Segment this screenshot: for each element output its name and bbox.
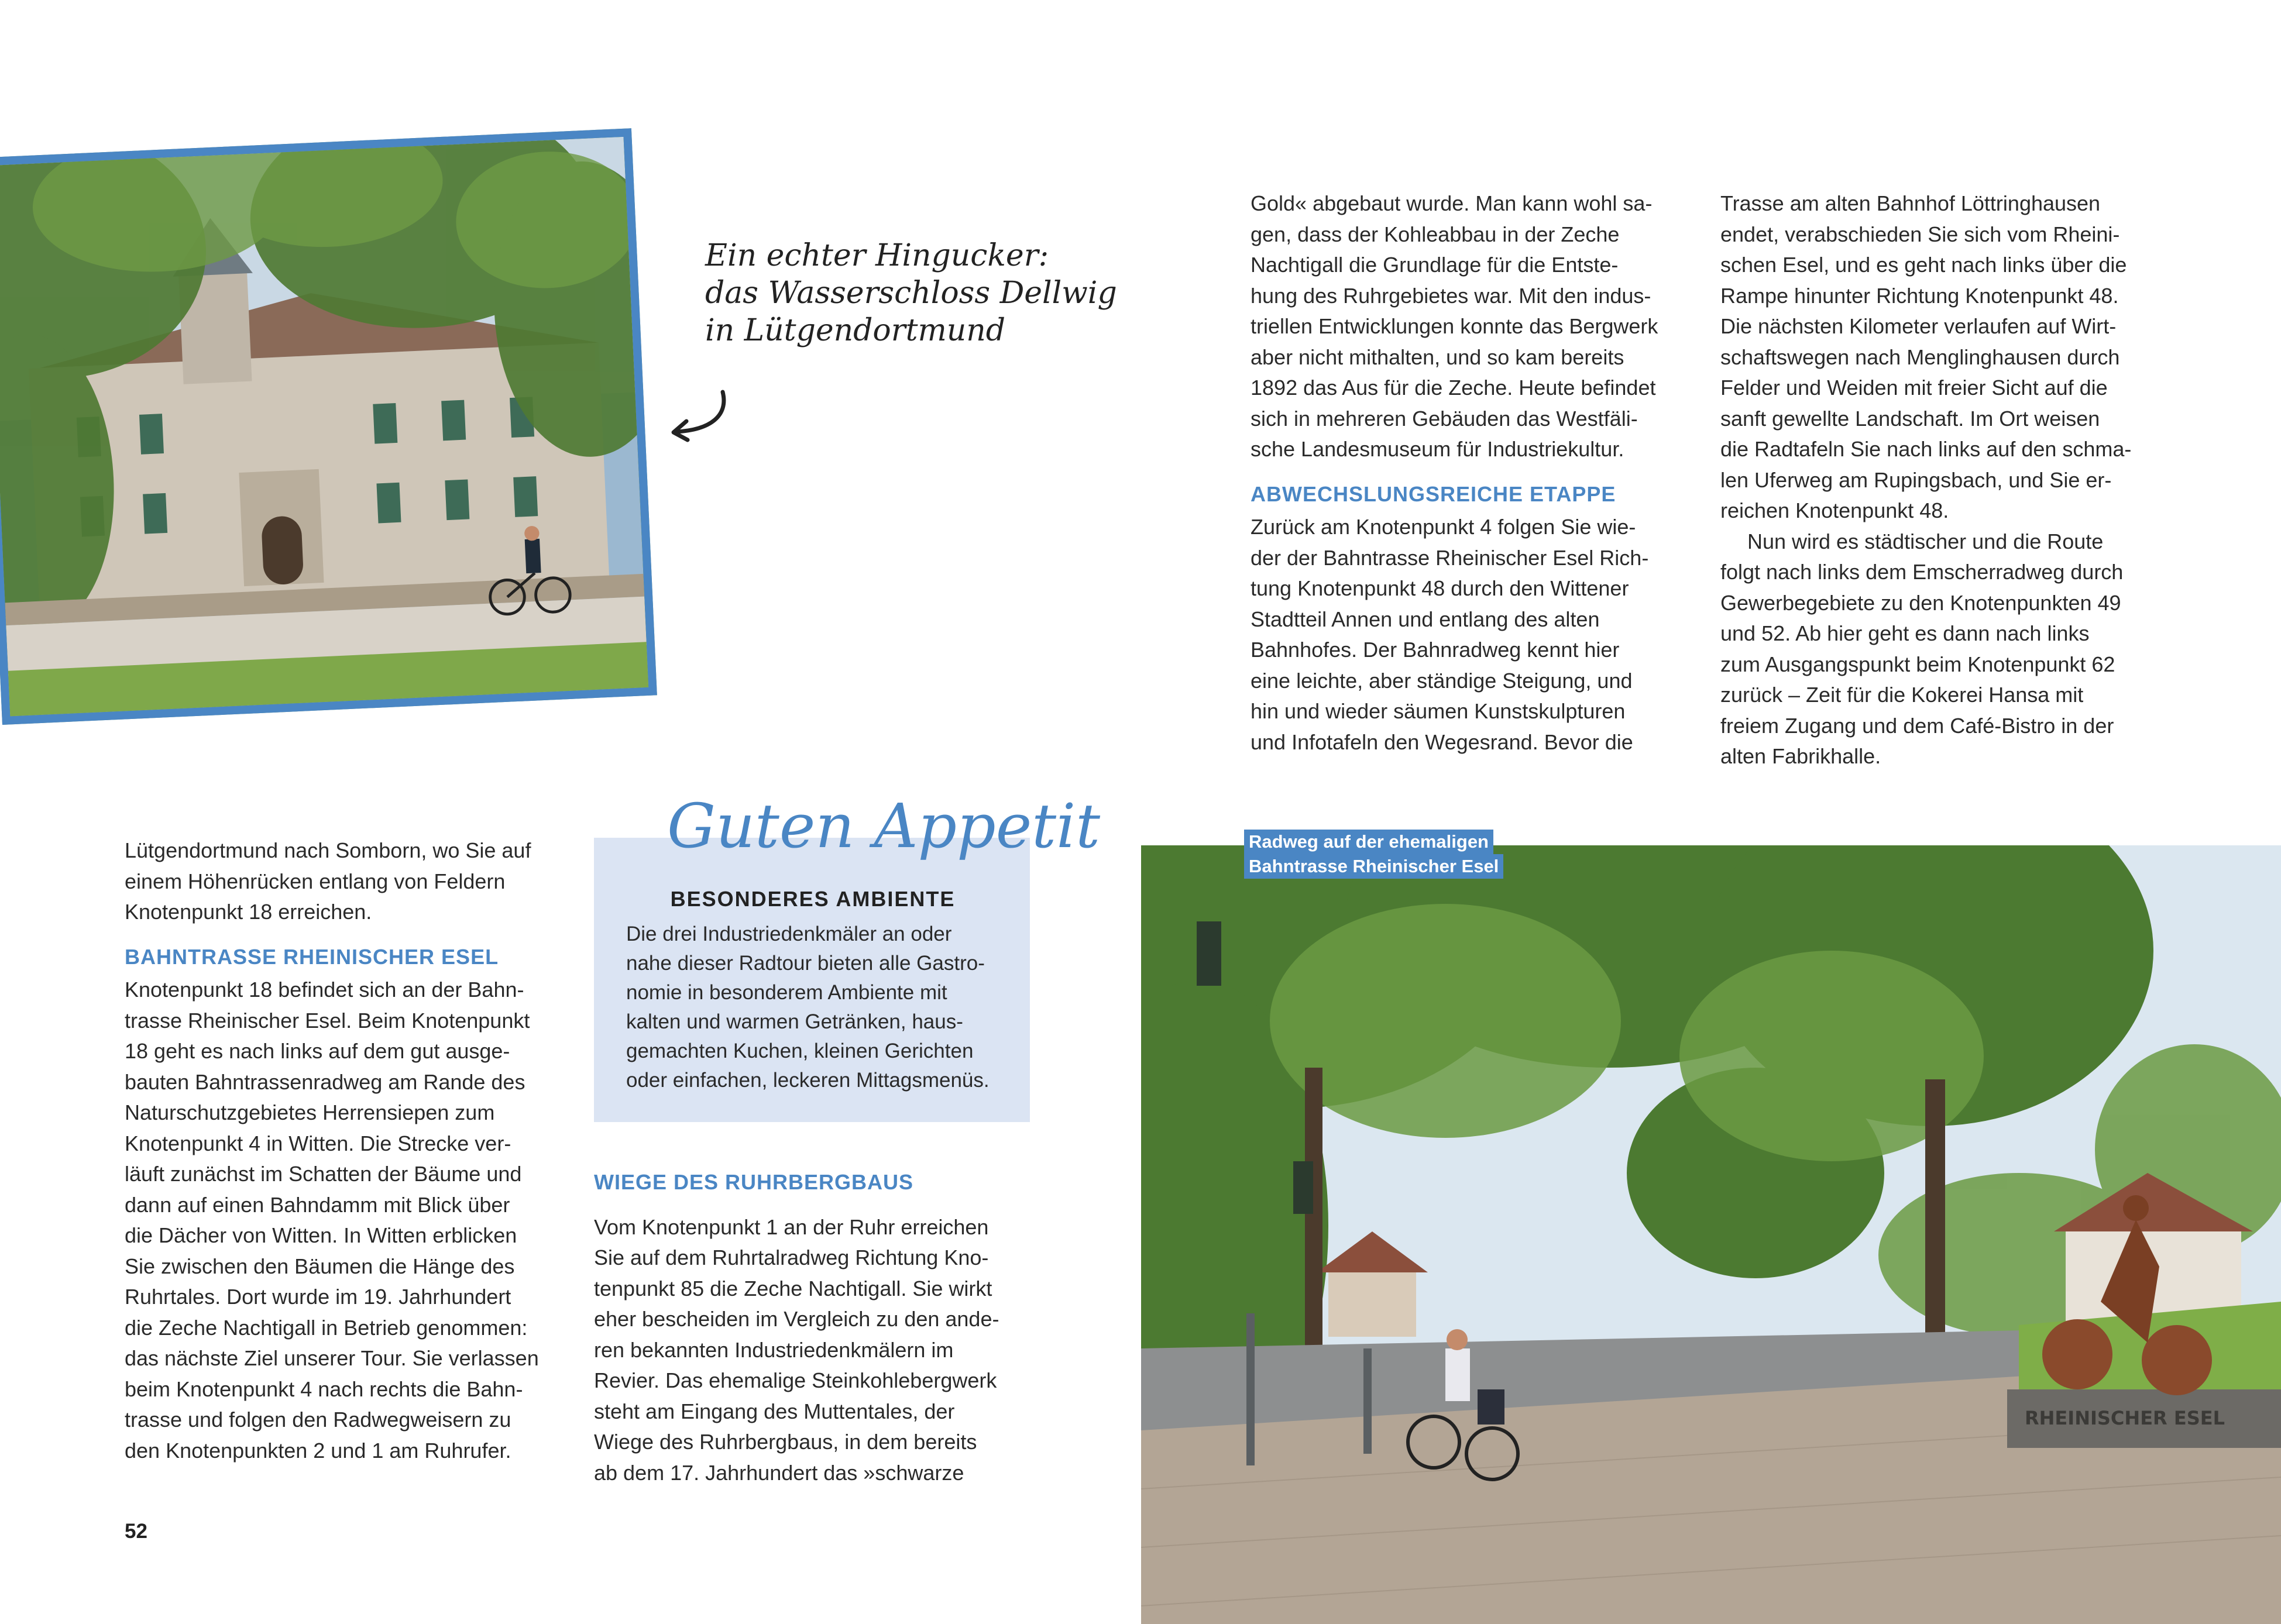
text-line: gemachten Kuchen, kleinen Gerichten [626,1040,974,1062]
text-line: kalten und warmen Getränken, haus- [626,1010,963,1033]
text-line: und Infotafeln den Wegesrand. Bevor die [1251,730,1633,754]
text-line: alten Fabrikhalle. [1720,744,1881,768]
text-line: Trasse am alten Bahnhof Löttringhausen [1720,191,2101,215]
text-line: tung Knotenpunkt 48 durch den Wittener [1251,576,1629,600]
text-line: beim Knotenpunkt 4 nach rechts die Bahn- [125,1377,523,1401]
text-line: Wiege des Ruhrbergbaus, in dem bereits [594,1430,977,1454]
text-line: Knotenpunkt 4 in Witten. Die Strecke ver- [125,1131,511,1155]
text-line: eine leichte, aber ständige Steigung, und [1251,668,1633,693]
text-line: endet, verabschieden Sie sich vom Rheini- [1720,222,2120,246]
text-line: bauten Bahntrassenradweg am Rande des [125,1069,525,1094]
text-line: Nun wird es städtischer und die Route [1747,529,2104,553]
bike-path-photo [1141,845,2281,1624]
text-line: schen Esel, und es geht nach links über die [1720,253,2127,277]
text-line: dann auf einen Bahndamm mit Blick über [125,1192,510,1217]
text-line: Revier. Das ehemalige Steinkohlebergwerk [594,1368,997,1392]
text-line: oder einfachen, leckeren Mittagsmenüs. [626,1069,990,1092]
text-line: Gewerbegebiete zu den Knotenpunkten 49 [1720,590,2121,615]
text-line: schaftswegen nach Menglinghausen durch [1720,345,2120,369]
text-line: Stadtteil Annen und entlang des alten [1251,607,1600,631]
text-line: aber nicht mithalten, und so kam bereits [1251,345,1624,369]
caption-line: Ein echter Hingucker: [705,238,1049,273]
text-line: die Dächer von Witten. In Witten erblicken [125,1223,517,1247]
photo-caption-label [1244,830,1503,879]
text-line: den Knotenpunkten 2 und 1 am Ruhrufer. [125,1438,511,1463]
text-line: eher bescheiden im Vergleich zu den ande- [594,1307,999,1331]
text-line: Bahnhofes. Der Bahnradweg kennt hier [1251,638,1620,662]
text-line: Rampe hinunter Richtung Knotenpunkt 48. [1720,283,2119,308]
text-line: Ruhrtales. Dort wurde im 19. Jahrhundert [125,1285,511,1309]
curved-arrow-icon [664,386,734,445]
info-box-subtitle: BESONDERES AMBIENTE [670,887,956,911]
text-line: Naturschutzgebietes Herrensiepen zum [125,1100,495,1124]
text-line: sanft gewellte Landschaft. Im Ort weisen [1720,406,2100,431]
text-line: Sie zwischen den Bäumen die Hänge des [125,1254,515,1278]
text-line: und 52. Ab hier geht es dann nach links [1720,621,2090,645]
text-line: Nachtigall die Grundlage für die Entste- [1251,253,1619,277]
text-line: 1892 das Aus für die Zeche. Heute befindet [1251,376,1656,400]
caption-line: das Wasserschloss Dellwig [705,276,1117,311]
text-line: einem Höhenrücken entlang von Feldern [125,869,506,893]
text-line: Sie auf dem Ruhrtalradweg Richtung Kno- [594,1245,989,1269]
text-line: reichen Knotenpunkt 48. [1720,498,1949,522]
page-number: 52 [125,1520,147,1543]
text-column-2 [594,1167,1039,1488]
text-line: len Uferweg am Rupingsbach, und Sie er- [1720,467,2112,492]
text-line: Lütgendortmund nach Somborn, wo Sie auf [125,838,531,862]
section-heading: BAHNTRASSE RHEINISCHER ESEL [125,944,499,969]
handwritten-caption [705,237,1117,349]
text-line: Die nächsten Kilometer verlaufen auf Wirt- [1720,314,2117,338]
text-line: Felder und Weiden mit freier Sicht auf die [1720,376,2108,400]
text-line: triellen Entwicklungen konnte das Bergwerk [1251,314,1658,338]
text-line: die Radtafeln Sie nach links auf den schma- [1720,437,2132,461]
text-line: zurück – Zeit für die Kokerei Hansa mit [1720,683,2084,707]
caption-line: in Lütgendortmund [705,313,1006,348]
text-line: der der Bahntrasse Rheinischer Esel Rich- [1251,545,1649,570]
text-line: trasse Rheinischer Esel. Beim Knotenpunkt [125,1008,530,1033]
sculpture-text: RHEINISCHER ESEL [2025,1407,2225,1429]
text-line: nomie in besonderem Ambiente mit [626,981,947,1004]
info-box-body [626,920,999,1095]
section-heading: WIEGE DES RUHRBERGBAUS [594,1170,914,1194]
text-column-4 [1720,188,2171,772]
text-line: trasse und folgen den Radwegweisern zu [125,1408,511,1432]
section-heading: ABWECHSLUNGSREICHE ETAPPE [1251,481,1616,506]
castle-photo-illustration [0,137,648,717]
text-line: steht am Eingang des Muttentales, der [594,1399,955,1423]
text-line: ren bekannten Industriedenkmälern im [594,1337,954,1362]
text-column-1 [125,835,575,1466]
text-line: sich in mehreren Gebäuden das Westfäli- [1251,406,1638,431]
text-line: Die drei Industriedenkmäler an oder [626,923,952,945]
text-line: zum Ausgangspunkt beim Knotenpunkt 62 [1720,652,2115,676]
text-line: hin und wieder säumen Kunstskulpturen [1251,699,1626,723]
text-line: 18 geht es nach links auf dem gut ausge- [125,1039,510,1063]
text-line: freiem Zugang und dem Café-Bistro in der [1720,713,2114,738]
text-line: folgt nach links dem Emscherradweg durch [1720,560,2124,584]
text-line: tenpunkt 85 die Zeche Nachtigall. Sie wirkt [594,1276,992,1300]
info-box [594,838,1030,1122]
text-line: Knotenpunkt 18 erreichen. [125,900,372,924]
text-line: nahe dieser Radtour bieten alle Gastro- [626,952,985,975]
photo-caption-line: Bahntrasse Rheinischer Esel [1244,854,1503,879]
photo-caption-line: Radweg auf der ehemaligen [1244,830,1493,854]
text-line: Knotenpunkt 18 befindet sich an der Bahn- [125,978,524,1002]
text-line: Vom Knotenpunkt 1 an der Ruhr erreichen [594,1214,989,1239]
text-line: Gold« abgebaut wurde. Man kann wohl sa- [1251,191,1653,215]
text-line: sche Landesmuseum für Industriekultur. [1251,437,1624,461]
text-column-3 [1251,188,1707,758]
text-line: das nächste Ziel unserer Tour. Sie verlassen [125,1346,539,1370]
info-box-title: Guten Appetit [667,790,1101,862]
bike-path-illustration [1141,845,2281,1624]
text-line: ab dem 17. Jahrhundert das »schwarze [594,1460,964,1485]
castle-photo [0,128,657,725]
text-line: die Zeche Nachtigall in Betrieb genommen: [125,1315,528,1340]
text-line: Zurück am Knotenpunkt 4 folgen Sie wie- [1251,515,1636,539]
text-line: gen, dass der Kohleabbau in der Zeche [1251,222,1620,246]
text-line: läuft zunächst im Schatten der Bäume und [125,1162,522,1186]
text-line: hung des Ruhrgebietes war. Mit den indus- [1251,283,1651,308]
